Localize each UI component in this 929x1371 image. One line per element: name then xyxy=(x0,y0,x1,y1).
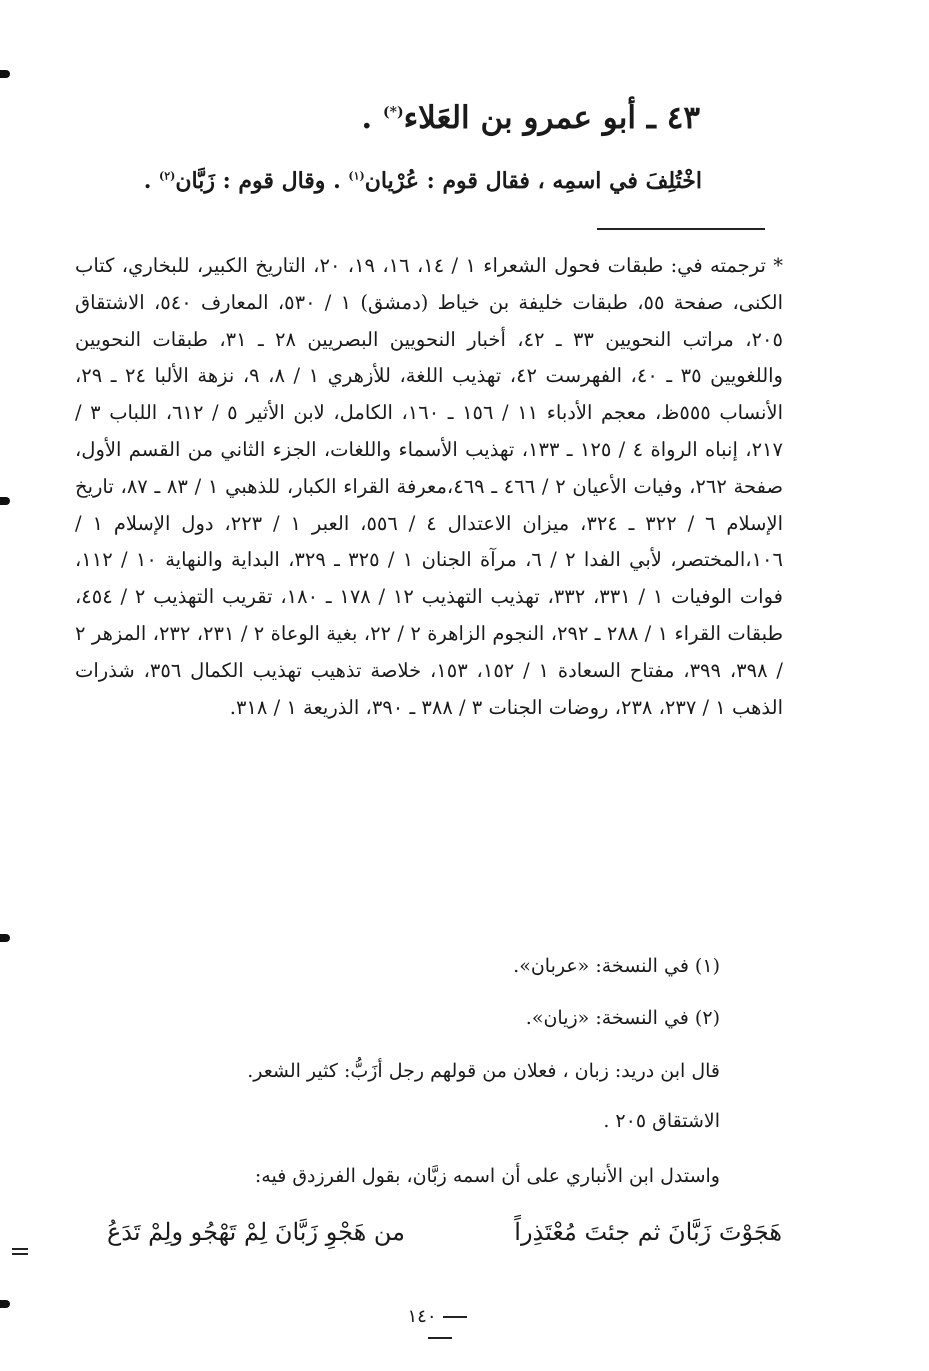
footnote-ishtiqaq: الاشتقاق ٢٠٥ . xyxy=(603,1110,720,1132)
continuation-mark xyxy=(12,1248,28,1255)
footnote-ref-1: (١) xyxy=(348,169,365,183)
footnote-ref-2: (٢) xyxy=(159,169,176,183)
page-number-dash xyxy=(428,1337,452,1339)
scan-margin-mark xyxy=(0,1300,10,1308)
page-number-dash xyxy=(443,1316,467,1318)
intro-part1: اخْتُلِفَ في اسمِه ، فقال قوم : عُرْيان xyxy=(364,168,702,194)
scan-margin-mark xyxy=(0,934,10,942)
scan-margin-mark xyxy=(0,497,10,505)
footnote-2: (٢) في النسخة: «زيان». xyxy=(525,1007,720,1029)
entry-intro xyxy=(80,168,702,194)
biography-sources: * ترجمته في: طبقات فحول الشعراء ١ / ١٤، ١٦، ١٩، ٢٠، التاريخ الكبير، للبخاري، كتاب الكنى، صفحة ٥٥، طبقات خليفة بن خياط (دمشق) ١ / ٥٣٠، المعارف ٥٤٠، الاشتقاق ٢٠٥، مراتب النحويين ٣٣ ـ ٤٢، أخبار النحويين البصريين ٢٨ ـ ٣١، طبقات النحويين واللغويين ٣٥ ـ ٤٠، الفهرست ٤٢، تهذيب اللغة، للأزهري ١ / ٨، ٩، نزهة الألبا ٢٤ ـ ٢٩، الأنساب ٥٥٥ظ، معجم الأدباء ١١ / ١٥٦ ـ ١٦٠، الكامل، لابن الأثير ٥ / ٦١٢، اللباب ٣ / ٢١٧، إنباه الرواة ٤ / ١٢٥ ـ ١٣٣، تهذيب الأسماء واللغات، الجزء الثاني من القسم الأول، صفحة ٢٦٢، وفيات الأعيان ٢ / ٤٦٦ ـ ٤٦٩،معرفة القراء الكبار، للذهبي ١ / ٨٣ ـ ٨٧، تاريخ الإسلام ٦ / ٣٢٢ ـ ٣٢٤، ميزان الاعتدال ٤ / ٥٥٦، العبر ١ / ٢٢٣، دول الإسلام ١ / ١٠٦،المختصر، لأبي الفدا ٢ / ٦، مرآة الجنان ١ / ٣٢٥ ـ ٣٢٩، البداية والنهاية ١٠ / ١١٢، فوات الوفيات ١ / ٣٣١، ٣٣٢، تهذيب التهذيب ١٢ / ١٧٨ ـ ١٨٠، تقريب التهذيب ٢ / ٤٥٤، طبقات القراء ١ / ٢٨٨ ـ ٢٩٢، النجوم الزاهرة ٢ / ٢٢، بغية الوعاة ٢ / ٢٣١، ٢٣٢، المزهر ٢ / ٣٩٨، ٣٩٩، مفتاح السعادة ١ / ١٥٢، ١٥٣، خلاصة تذهيب تهذيب الكمال ٣٥٦، شذرات الذهب ١ / ٢٣٧، ٢٣٨، روضات الجنات ٣ / ٣٨٨ ـ ٣٩٠، الذريعة ١ / ٣١٨. xyxy=(75,254,784,719)
title-footnote-marker: (*) xyxy=(383,104,404,121)
footnote-anbari: واستدل ابن الأنباري على أن اسمه زبَّان، بقول الفرزدق فيه: xyxy=(254,1165,720,1187)
intro-end: . xyxy=(143,168,160,194)
footnote-separator xyxy=(597,228,765,230)
verse-hemistich-1: هَجَوْتَ زَبَّانَ ثم جئتَ مُعْتَذِراً xyxy=(514,1218,782,1246)
scan-margin-mark xyxy=(0,70,10,78)
footnote-ibn-durayd: قال ابن دريد: زبان ، فعلان من قولهم رجل أزَبُّ: كثير الشعر. xyxy=(247,1060,720,1082)
page-number xyxy=(390,1306,490,1348)
intro-part2: . وقال قوم : زَبَّان xyxy=(175,168,349,194)
entry-title xyxy=(320,100,700,136)
footnote-1: (١) في النسخة: «عربان». xyxy=(513,955,720,977)
title-end: . xyxy=(361,100,383,136)
entry-title-text: ٤٣ ـ أبو عمرو بن العَلاء xyxy=(403,100,700,136)
page-number-value: ١٤٠ xyxy=(407,1306,437,1327)
verse-hemistich-2: من هَجْوِ زَبَّانَ لِمْ تَهْجُو ولِمْ تَدَعُ xyxy=(106,1218,405,1246)
